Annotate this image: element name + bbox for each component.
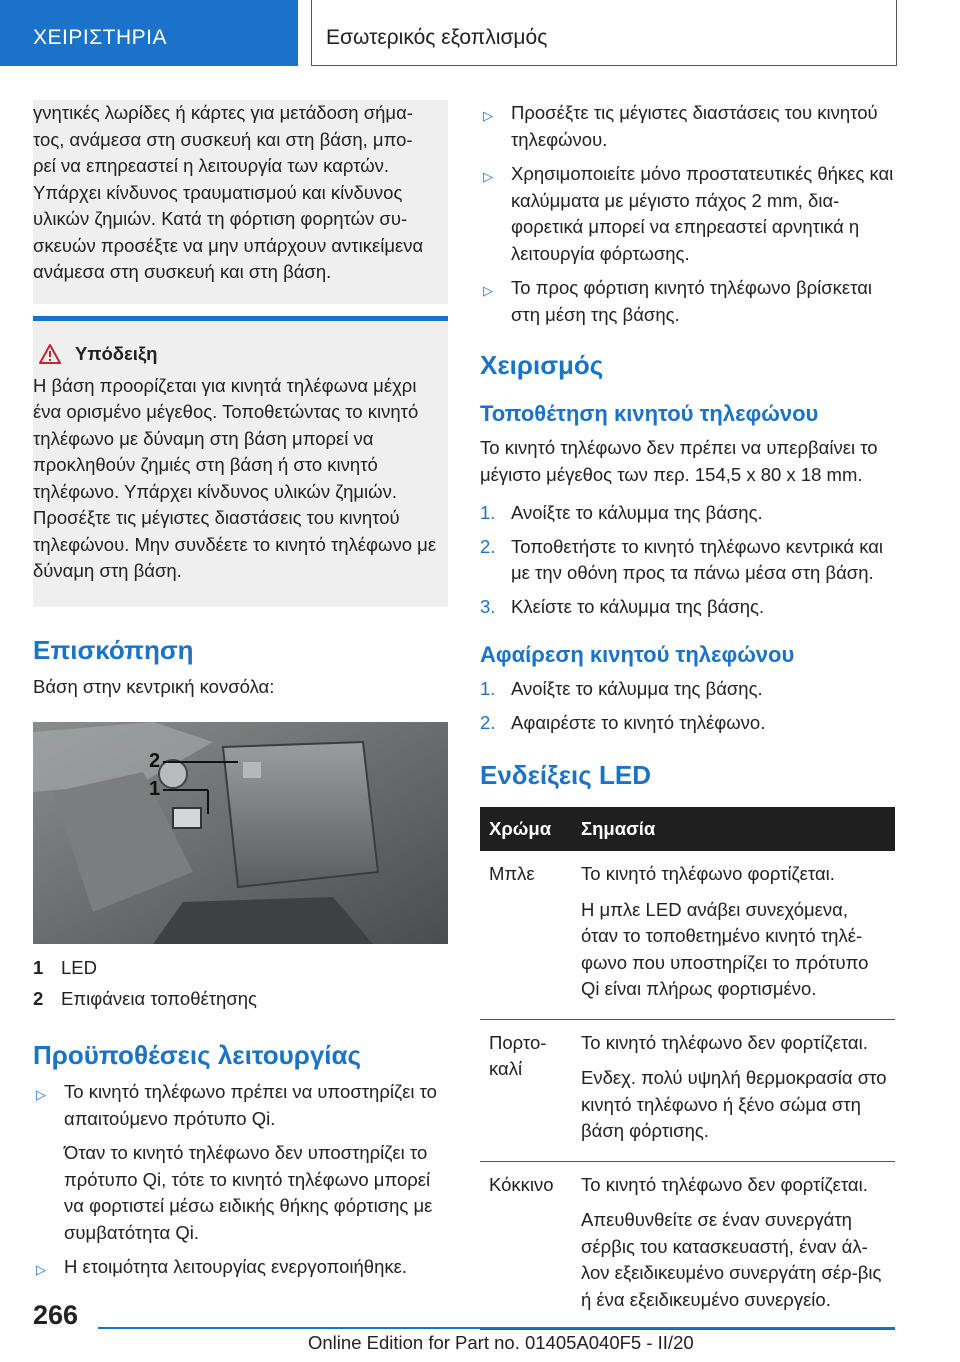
prerequisites-list — [33, 1079, 448, 1281]
figure-callout-2: 2 — [149, 750, 161, 772]
list-item — [480, 275, 895, 328]
caution-continuation-text: γνητικές λωρίδες ή κάρτες για μετάδοση σήμα-τος, ανάμεσα στη συσκευή και στη βάση, μπο-ρεί να επηρεαστεί η λειτουργία των καρτών. Υπάρχει κίνδυνος τραυματισμού και κίνδυνος υλικών ζημιών. Κατά τη φόρτιση φορητών συ-σκευών προσέξτε να μην υπάρχουν αντικείμενα ανάμεσα στη συσκευή και στη βάση. — [33, 102, 424, 282]
led-meaning-detail: Ενδεχ. πολύ υψηλή θερμοκρασία στο κινητό τηλέφωνο ή ξένο σώμα στη βάση φόρτισης. — [581, 1067, 887, 1141]
prerequisites-heading: Προϋποθέσεις λειτουργίας — [33, 1040, 362, 1070]
notice-heading — [39, 343, 438, 365]
notice-title: Υπόδειξη — [75, 342, 158, 364]
step-item — [480, 500, 895, 527]
led-meaning-cell — [572, 851, 895, 1019]
step-item — [480, 710, 895, 737]
legend-number: 2 — [33, 988, 44, 1009]
place-phone-steps — [480, 500, 895, 620]
step-item — [480, 534, 895, 587]
caution-continuation-box — [33, 100, 448, 304]
overview-text: Βάση στην κεντρική κονσόλα: — [33, 675, 275, 697]
list-item-text: Το κινητό τηλέφωνο πρέπει να υποστηρίζει το απαιτούμενο πρότυπο Qi. — [64, 1081, 437, 1129]
step-number: 1. — [480, 502, 496, 523]
footer-rule — [98, 1327, 895, 1329]
step-text: Ανοίξτε το κάλυμμα της βάσης. — [511, 678, 763, 699]
led-meaning: Το κινητό τηλέφωνο δεν φορτίζεται. — [581, 1031, 868, 1053]
step-number: 2. — [480, 711, 496, 733]
section-title: Εσωτερικός εξοπλισμός — [311, 0, 897, 66]
remove-phone-steps — [480, 676, 895, 736]
figure-legend — [33, 952, 448, 1014]
table-row — [480, 1019, 895, 1161]
list-item-text: Χρησιμοποιείτε μόνο προστατευτικές θήκες και καλύμματα με μέγιστο πάχος 2 mm, δια-φορετικά μπορεί να επηρεαστεί αρνητικά η λειτουργία φόρτωσης. — [511, 163, 894, 264]
led-color-cell: Κόκκινο — [480, 1161, 572, 1330]
led-indicators-heading: Ενδείξεις LED — [480, 760, 652, 790]
list-item — [33, 1254, 448, 1281]
legend-item — [33, 952, 448, 983]
chapter-tab[interactable]: ΧΕΙΡΙΣΤΗΡΙΑ — [0, 0, 298, 66]
legend-number: 1 — [33, 957, 44, 978]
triangle-bullet-icon: ▷ — [36, 1262, 46, 1277]
step-item — [480, 594, 895, 621]
legend-label: Επιφάνεια τοποθέτησης — [61, 988, 257, 1009]
list-item — [33, 1079, 448, 1246]
led-meaning-cell — [572, 1161, 895, 1330]
list-item — [480, 100, 895, 153]
warning-triangle-icon — [39, 344, 61, 364]
table-header-row — [480, 807, 895, 851]
led-meaning: Το κινητό τηλέφωνο δεν φορτίζεται. — [581, 1173, 868, 1195]
left-column — [33, 100, 448, 1289]
notice-text: Η βάση προορίζεται για κινητά τηλέφωνα μέχρι ένα ορισμένο μέγεθος. Τοποθετώντας το κινητό τηλέφωνο με δύναμη στη βάση μπορεί να προκληθούν ζημιές στη βάση ή στο κινητό τηλέφωνο. Υπάρχει κίνδυνος υλικών ζημιών. Προσέξτε τις μέγιστες διαστάσεις του κινητού τηλεφώνου. Μην συνδέετε το κινητό τηλέφωνο με δύναμη στη βάση. — [33, 374, 437, 581]
legend-label: LED — [61, 957, 97, 978]
step-text: Τοποθετήστε το κινητό τηλέφωνο κεντρικά και με την οθόνη προς τα πάνω μέσα στη βάση. — [511, 535, 884, 583]
step-text: Ανοίξτε το κάλυμμα της βάσης. — [511, 502, 763, 523]
step-number: 3. — [480, 595, 496, 617]
led-color-cell: Πορτο-καλί — [480, 1019, 572, 1161]
step-text: Κλείστε το κάλυμμα της βάσης. — [511, 595, 765, 617]
led-color-cell: Μπλε — [480, 851, 572, 1019]
list-item-subtext: Όταν το κινητό τηλέφωνο δεν υποστηρίζει το πρότυπο Qi, τότε το κινητό τηλέφωνο μπορεί να φορτιστεί μέσω ειδικής θήκης φόρτισης με συμβατότητα Qi. — [64, 1142, 433, 1243]
remove-phone-heading: Αφαίρεση κινητού τηλεφώνου — [480, 642, 795, 667]
place-phone-heading: Τοποθέτηση κινητού τηλεφώνου — [480, 401, 819, 426]
table-row — [480, 1161, 895, 1330]
triangle-bullet-icon: ▷ — [36, 1087, 46, 1102]
column-header-meaning: Σημασία — [572, 807, 895, 851]
legend-item — [33, 983, 448, 1014]
right-column — [480, 100, 895, 1330]
operation-heading: Χειρισμός — [480, 350, 604, 380]
led-meaning: Το κινητό τηλέφωνο φορτίζεται. — [581, 863, 835, 884]
console-tray-illustration — [33, 722, 448, 944]
page-number: 266 — [33, 1300, 79, 1330]
step-item — [480, 676, 895, 703]
step-number: 1. — [480, 678, 496, 699]
notice-block — [33, 316, 448, 607]
led-meaning-detail: Η μπλε LED ανάβει συνεχόμενα, όταν το τοποθετημένο κινητό τηλέ-φωνο που υποστηρίζει το πρότυπο Qi είναι πλήρως φορτισμένο. — [581, 898, 869, 999]
console-tray-figure — [33, 722, 448, 944]
led-meaning-detail: Απευθυνθείτε σε έναν συνεργάτη σέρβις του κατασκευαστή, έναν άλ-λον εξειδικευμένο συνεργάτη σέρ-βις ή ένα εξειδικευμένο συνεργείο. — [581, 1209, 882, 1310]
triangle-bullet-icon: ▷ — [483, 169, 493, 184]
triangle-bullet-icon: ▷ — [483, 283, 493, 298]
led-table — [480, 807, 895, 1330]
list-item-text: Το προς φόρτιση κινητό τηλέφωνο βρίσκεται στη μέση της βάσης. — [511, 277, 873, 325]
table-row — [480, 851, 895, 1019]
triangle-bullet-icon: ▷ — [483, 108, 493, 123]
step-text: Αφαιρέστε το κινητό τηλέφωνο. — [511, 711, 766, 733]
figure-callout-1: 1 — [149, 778, 161, 800]
overview-heading: Επισκόπηση — [33, 634, 194, 665]
list-item-text: Προσέξτε τις μέγιστες διαστάσεις του κινητού τηλεφώνου. — [511, 102, 878, 150]
place-phone-intro: Το κινητό τηλέφωνο δεν πρέπει να υπερβαίνει το μέγιστο μέγεθος των περ. 154,5 x 80 x 18 mm. — [480, 437, 878, 485]
footer-edition[interactable]: Online Edition for Part no. 01405A040F5 - II/20 — [308, 1332, 694, 1353]
requirements-list — [480, 100, 895, 328]
step-number: 2. — [480, 535, 496, 557]
column-header-color: Χρώμα — [480, 807, 572, 851]
led-meaning-cell — [572, 1019, 895, 1161]
notice-box — [33, 321, 448, 607]
page-header — [0, 0, 960, 66]
list-item — [480, 161, 895, 267]
list-item-text: Η ετοιμότητα λειτουργίας ενεργοποιήθηκε. — [64, 1256, 407, 1277]
